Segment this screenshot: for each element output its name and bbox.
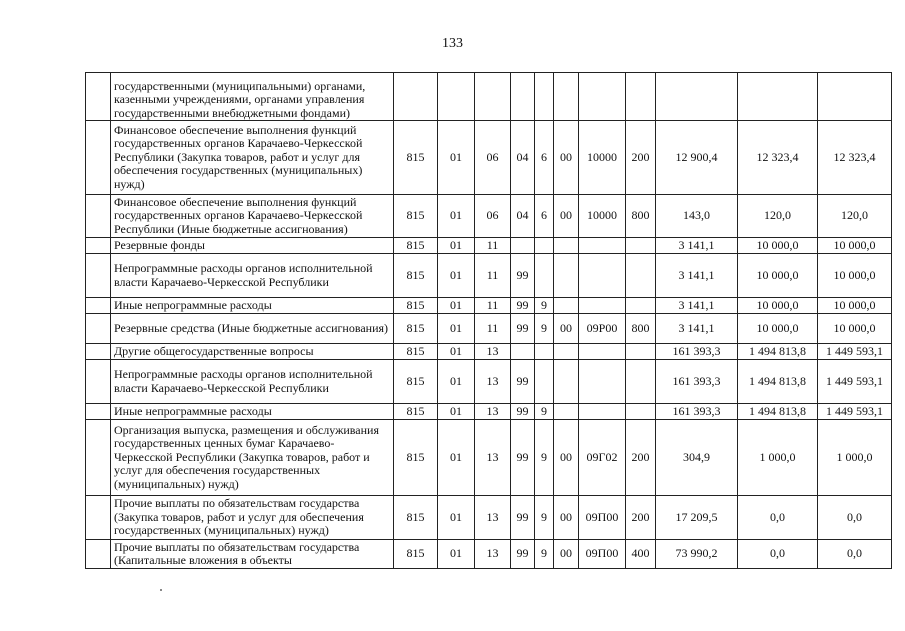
amount-year-1-cell: 17 209,5: [656, 496, 738, 540]
expense-type-code-cell: 200: [626, 121, 656, 195]
amount-year-3-cell: 10 000,0: [818, 298, 892, 314]
amount-year-3-cell: 10 000,0: [818, 254, 892, 298]
expense-type-code-cell: 200: [626, 496, 656, 540]
program-code-cell: 99: [511, 420, 535, 496]
admin-code-cell: 815: [394, 254, 438, 298]
subprogram-code-cell: [535, 238, 554, 254]
subsection-code-cell: 06: [475, 121, 511, 195]
amount-year-1-cell: 3 141,1: [656, 254, 738, 298]
direction-code-cell: 00: [554, 496, 579, 540]
amount-year-3-cell: 1 000,0: [818, 420, 892, 496]
amount-year-2-cell: 10 000,0: [738, 238, 818, 254]
amount-year-2-cell: 10 000,0: [738, 314, 818, 344]
program-code-cell: 99: [511, 404, 535, 420]
amount-year-3-cell: 10 000,0: [818, 314, 892, 344]
admin-code-cell: 815: [394, 121, 438, 195]
direction-code-cell: 00: [554, 195, 579, 238]
direction-code-cell: [554, 360, 579, 404]
row-index-cell: [86, 404, 111, 420]
expense-type-code-cell: [626, 404, 656, 420]
subprogram-code-cell: 9: [535, 420, 554, 496]
amount-year-3-cell: 12 323,4: [818, 121, 892, 195]
admin-code-cell: 815: [394, 540, 438, 569]
target-code-cell: 09П00: [579, 496, 626, 540]
section-code-cell: 01: [438, 195, 475, 238]
target-code-cell: 09Р00: [579, 314, 626, 344]
amount-year-1-cell: 73 990,2: [656, 540, 738, 569]
amount-year-1-cell: 161 393,3: [656, 360, 738, 404]
program-code-cell: 99: [511, 314, 535, 344]
amount-year-3-cell: 120,0: [818, 195, 892, 238]
amount-year-2-cell: 1 494 813,8: [738, 344, 818, 360]
amount-year-2-cell: 0,0: [738, 496, 818, 540]
row-index-cell: [86, 344, 111, 360]
page-number: 133: [442, 36, 463, 51]
subprogram-code-cell: 6: [535, 195, 554, 238]
target-code-cell: 09П00: [579, 540, 626, 569]
section-code-cell: 01: [438, 238, 475, 254]
amount-year-3-cell: 0,0: [818, 496, 892, 540]
subprogram-code-cell: [535, 344, 554, 360]
admin-code-cell: 815: [394, 314, 438, 344]
expense-type-code-cell: [626, 73, 656, 121]
row-index-cell: [86, 540, 111, 569]
subsection-code-cell: 11: [475, 298, 511, 314]
program-code-cell: 99: [511, 254, 535, 298]
expense-type-code-cell: [626, 238, 656, 254]
direction-code-cell: 00: [554, 420, 579, 496]
section-code-cell: 01: [438, 360, 475, 404]
row-index-cell: [86, 314, 111, 344]
section-code-cell: 01: [438, 420, 475, 496]
target-code-cell: [579, 298, 626, 314]
table-row: [86, 314, 892, 344]
table-row: [86, 420, 892, 496]
subsection-code-cell: 11: [475, 314, 511, 344]
expense-type-code-cell: [626, 344, 656, 360]
amount-year-1-cell: 3 141,1: [656, 314, 738, 344]
subsection-code-cell: 13: [475, 420, 511, 496]
amount-year-3-cell: 0,0: [818, 540, 892, 569]
target-code-cell: [579, 238, 626, 254]
row-index-cell: [86, 420, 111, 496]
direction-code-cell: [554, 238, 579, 254]
subsection-code-cell: [475, 73, 511, 121]
admin-code-cell: [394, 73, 438, 121]
program-code-cell: [511, 238, 535, 254]
direction-code-cell: [554, 254, 579, 298]
admin-code-cell: 815: [394, 404, 438, 420]
table-row: [86, 298, 892, 314]
section-code-cell: 01: [438, 314, 475, 344]
expense-type-code-cell: [626, 298, 656, 314]
program-code-cell: 99: [511, 360, 535, 404]
subsection-code-cell: 13: [475, 344, 511, 360]
amount-year-2-cell: 1 494 813,8: [738, 360, 818, 404]
section-code-cell: 01: [438, 254, 475, 298]
program-code-cell: 99: [511, 298, 535, 314]
direction-code-cell: 00: [554, 540, 579, 569]
program-code-cell: 04: [511, 195, 535, 238]
table-row: [86, 360, 892, 404]
row-name-cell: Финансовое обеспечение выполнения функций государственных органов Карачаево-Черкесской Республики (Закупка товаров, работ и услуг для обеспечения государственных (муниципальных) нужд): [111, 121, 394, 195]
amount-year-1-cell: 161 393,3: [656, 344, 738, 360]
expense-type-code-cell: 800: [626, 314, 656, 344]
expense-type-code-cell: 200: [626, 420, 656, 496]
subprogram-code-cell: 9: [535, 540, 554, 569]
section-code-cell: 01: [438, 496, 475, 540]
subsection-code-cell: 13: [475, 360, 511, 404]
row-index-cell: [86, 195, 111, 238]
target-code-cell: [579, 360, 626, 404]
amount-year-3-cell: 10 000,0: [818, 238, 892, 254]
admin-code-cell: 815: [394, 420, 438, 496]
amount-year-3-cell: [818, 73, 892, 121]
subprogram-code-cell: 9: [535, 298, 554, 314]
subprogram-code-cell: [535, 360, 554, 404]
subprogram-code-cell: 9: [535, 404, 554, 420]
direction-code-cell: [554, 73, 579, 121]
row-name-cell: Резервные фонды: [111, 238, 394, 254]
program-code-cell: [511, 73, 535, 121]
table-row: [86, 254, 892, 298]
section-code-cell: [438, 73, 475, 121]
row-name-cell: Прочие выплаты по обязательствам государства (Закупка товаров, работ и услуг для обеспечения государственных (муниципальных) нужд): [111, 496, 394, 540]
target-code-cell: 10000: [579, 121, 626, 195]
table-row: [86, 344, 892, 360]
table-row: [86, 540, 892, 569]
subsection-code-cell: 06: [475, 195, 511, 238]
amount-year-3-cell: 1 449 593,1: [818, 404, 892, 420]
section-code-cell: 01: [438, 298, 475, 314]
row-name-cell: Резервные средства (Иные бюджетные ассигнования): [111, 314, 394, 344]
amount-year-1-cell: 143,0: [656, 195, 738, 238]
subsection-code-cell: 11: [475, 238, 511, 254]
direction-code-cell: [554, 298, 579, 314]
program-code-cell: 99: [511, 540, 535, 569]
admin-code-cell: 815: [394, 496, 438, 540]
row-index-cell: [86, 254, 111, 298]
admin-code-cell: 815: [394, 195, 438, 238]
row-name-cell: Организация выпуска, размещения и обслуживания государственных ценных бумаг Карачаево-Черкесской Республики (Закупка товаров, работ и услуг для обеспечения государственных (муниципальных) нужд): [111, 420, 394, 496]
amount-year-3-cell: 1 449 593,1: [818, 360, 892, 404]
expense-type-code-cell: [626, 254, 656, 298]
subsection-code-cell: 11: [475, 254, 511, 298]
row-name-cell: Непрограммные расходы органов исполнительной власти Карачаево-Черкесской Республики: [111, 254, 394, 298]
section-code-cell: 01: [438, 540, 475, 569]
scan-speck: [160, 589, 162, 591]
row-name-cell: Иные непрограммные расходы: [111, 298, 394, 314]
expense-type-code-cell: 800: [626, 195, 656, 238]
section-code-cell: 01: [438, 404, 475, 420]
amount-year-2-cell: 12 323,4: [738, 121, 818, 195]
table-row: [86, 73, 892, 121]
table-row: [86, 496, 892, 540]
direction-code-cell: [554, 404, 579, 420]
admin-code-cell: 815: [394, 360, 438, 404]
subprogram-code-cell: 6: [535, 121, 554, 195]
subsection-code-cell: 13: [475, 540, 511, 569]
row-index-cell: [86, 121, 111, 195]
admin-code-cell: 815: [394, 238, 438, 254]
direction-code-cell: 00: [554, 314, 579, 344]
row-index-cell: [86, 73, 111, 121]
row-name-cell: Другие общегосударственные вопросы: [111, 344, 394, 360]
amount-year-2-cell: 10 000,0: [738, 254, 818, 298]
admin-code-cell: 815: [394, 298, 438, 314]
amount-year-2-cell: 1 000,0: [738, 420, 818, 496]
target-code-cell: 09Г02: [579, 420, 626, 496]
section-code-cell: 01: [438, 344, 475, 360]
amount-year-2-cell: 1 494 813,8: [738, 404, 818, 420]
amount-year-2-cell: 120,0: [738, 195, 818, 238]
amount-year-1-cell: 3 141,1: [656, 238, 738, 254]
target-code-cell: [579, 73, 626, 121]
amount-year-1-cell: 3 141,1: [656, 298, 738, 314]
row-index-cell: [86, 496, 111, 540]
table-row: [86, 238, 892, 254]
table-row: [86, 121, 892, 195]
subprogram-code-cell: [535, 73, 554, 121]
subsection-code-cell: 13: [475, 404, 511, 420]
target-code-cell: [579, 254, 626, 298]
expense-type-code-cell: [626, 360, 656, 404]
row-name-cell: Непрограммные расходы органов исполнительной власти Карачаево-Черкесской Республики: [111, 360, 394, 404]
direction-code-cell: 00: [554, 121, 579, 195]
amount-year-2-cell: 10 000,0: [738, 298, 818, 314]
amount-year-2-cell: [738, 73, 818, 121]
row-name-cell: Финансовое обеспечение выполнения функций государственных органов Карачаево-Черкесской Республики (Иные бюджетные ассигнования): [111, 195, 394, 238]
row-name-cell: Прочие выплаты по обязательствам государства (Капитальные вложения в объекты: [111, 540, 394, 569]
target-code-cell: 10000: [579, 195, 626, 238]
direction-code-cell: [554, 344, 579, 360]
subprogram-code-cell: [535, 254, 554, 298]
table-row: [86, 195, 892, 238]
amount-year-1-cell: 161 393,3: [656, 404, 738, 420]
row-index-cell: [86, 238, 111, 254]
budget-table: [85, 72, 892, 569]
row-name-cell: государственными (муниципальными) органами, казенными учреждениями, органами управления государственными внебюджетными фондами): [111, 73, 394, 121]
table-row: [86, 404, 892, 420]
program-code-cell: [511, 344, 535, 360]
amount-year-1-cell: [656, 73, 738, 121]
section-code-cell: 01: [438, 121, 475, 195]
subprogram-code-cell: 9: [535, 496, 554, 540]
amount-year-1-cell: 304,9: [656, 420, 738, 496]
row-index-cell: [86, 360, 111, 404]
amount-year-1-cell: 12 900,4: [656, 121, 738, 195]
program-code-cell: 04: [511, 121, 535, 195]
row-index-cell: [86, 298, 111, 314]
row-name-cell: Иные непрограммные расходы: [111, 404, 394, 420]
target-code-cell: [579, 344, 626, 360]
expense-type-code-cell: 400: [626, 540, 656, 569]
amount-year-3-cell: 1 449 593,1: [818, 344, 892, 360]
subsection-code-cell: 13: [475, 496, 511, 540]
admin-code-cell: 815: [394, 344, 438, 360]
subprogram-code-cell: 9: [535, 314, 554, 344]
program-code-cell: 99: [511, 496, 535, 540]
amount-year-2-cell: 0,0: [738, 540, 818, 569]
target-code-cell: [579, 404, 626, 420]
